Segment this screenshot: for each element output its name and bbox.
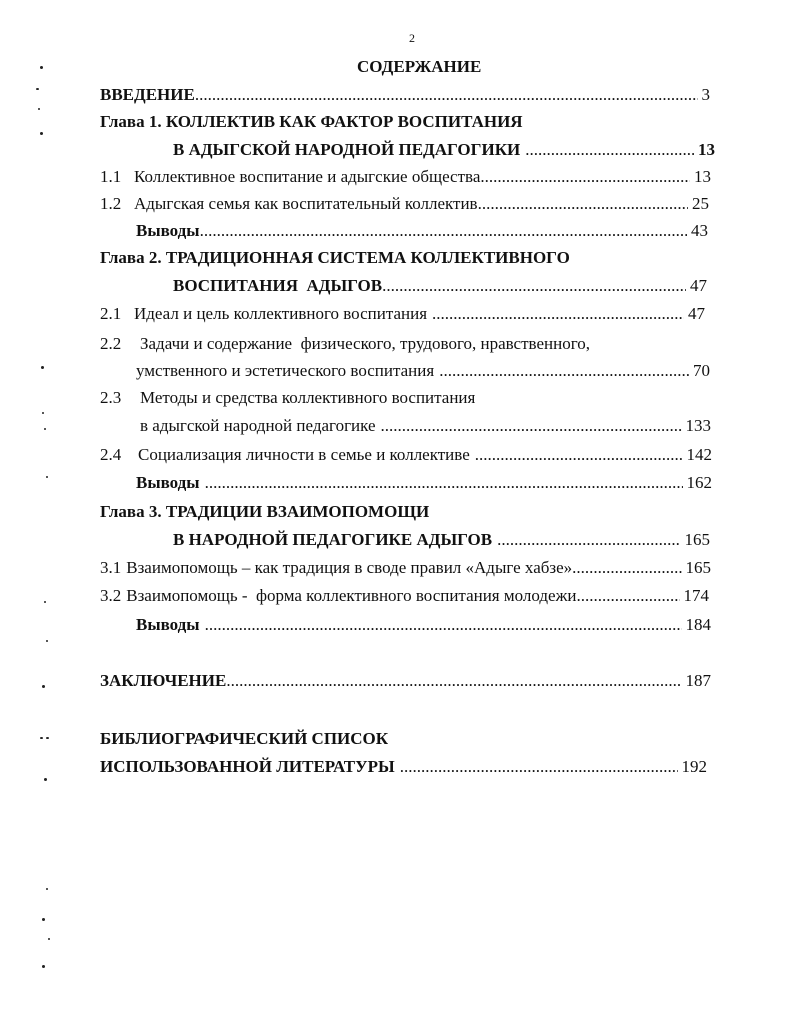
conclusions-label: Выводы xyxy=(136,615,200,634)
entry-page: 47 xyxy=(690,276,707,295)
toc-entry-section-1-2 xyxy=(100,194,709,214)
toc-entry-section-2-3 xyxy=(100,388,712,408)
toc-entry-section-2-2-line2 xyxy=(136,361,710,381)
scan-speck xyxy=(44,428,46,430)
dot-leader xyxy=(400,757,678,777)
dot-leader xyxy=(576,586,679,606)
entry-page: 13 xyxy=(698,140,715,159)
scan-speck xyxy=(46,640,48,642)
scan-speck xyxy=(44,601,46,603)
scan-speck xyxy=(46,888,48,890)
toc-entry-bibliography xyxy=(100,729,712,749)
page-number: 2 xyxy=(409,31,415,45)
chapter-title-line2: В НАРОДНОЙ ПЕДАГОГИКЕ АДЫГОВ xyxy=(173,530,493,549)
section-number: 1.2 xyxy=(100,194,122,213)
entry-label: ВВЕДЕНИЕ xyxy=(100,85,195,104)
toc-entry-section-2-2 xyxy=(100,334,712,354)
chapter-2-heading-line2 xyxy=(173,276,707,296)
entry-page: 43 xyxy=(691,221,708,240)
scan-speck xyxy=(42,412,44,414)
toc-entry-section-3-2 xyxy=(100,586,709,606)
entry-page: 25 xyxy=(692,194,709,213)
section-number: 3.1 xyxy=(100,558,122,577)
chapter-title-line2: В АДЫГСКОЙ НАРОДНОЙ ПЕДАГОГИКИ xyxy=(173,140,521,159)
toc-entry-section-2-1 xyxy=(100,304,705,324)
entry-page: 47 xyxy=(688,304,705,323)
entry-label-line2: ИСПОЛЬЗОВАННОЙ ЛИТЕРАТУРЫ xyxy=(100,757,395,776)
chapter-title-line2: ВОСПИТАНИЯ АДЫГОВ xyxy=(173,276,383,295)
chapter-2-heading xyxy=(100,248,712,268)
chapter-3-heading-line2 xyxy=(173,530,710,550)
dot-leader xyxy=(478,194,688,214)
section-number: 2.1 xyxy=(100,304,122,323)
scan-speck xyxy=(46,476,48,478)
chapter-title-line1: Глава 3. ТРАДИЦИИ ВЗАИМОПОМОЩИ xyxy=(100,502,430,521)
section-title: Взаимопомощь – как традиция в своде правил «Адыге хабзе» xyxy=(126,558,573,577)
entry-page: 192 xyxy=(681,757,707,776)
toc-entry-section-2-4 xyxy=(100,445,712,465)
dot-leader xyxy=(382,276,686,296)
scan-speck xyxy=(38,108,40,110)
entry-page: 142 xyxy=(686,445,712,464)
toc-entry-bibliography-line2 xyxy=(100,757,707,777)
toc-entry-section-1-1 xyxy=(100,167,711,187)
dot-leader xyxy=(475,445,683,465)
toc-entry-conclusions-1 xyxy=(136,221,708,241)
section-title: Социализация личности в семье и коллективе xyxy=(138,445,470,464)
dot-leader xyxy=(497,530,680,550)
section-title: Методы и средства коллективного воспитания xyxy=(140,388,476,407)
entry-page: 174 xyxy=(683,586,709,605)
section-title: Адыгская семья как воспитательный коллектив xyxy=(134,194,478,213)
section-number: 2.3 xyxy=(100,388,122,407)
toc-entry-section-2-3-line2 xyxy=(140,416,711,436)
dot-leader xyxy=(226,671,681,691)
scan-speck xyxy=(40,737,43,739)
section-title: Коллективное воспитание и адыгские общества xyxy=(134,167,481,186)
toc-entry-conclusions-3 xyxy=(136,615,711,635)
dot-leader xyxy=(432,304,684,324)
entry-page: 165 xyxy=(684,530,710,549)
dot-leader xyxy=(205,615,682,635)
dot-leader xyxy=(205,473,683,493)
scan-speck xyxy=(40,132,43,135)
entry-page: 162 xyxy=(686,473,712,492)
chapter-title-line1: Глава 1. КОЛЛЕКТИВ КАК ФАКТОР ВОСПИТАНИЯ xyxy=(100,112,523,131)
section-title-line2: умственного и эстетического воспитания xyxy=(136,361,435,380)
scan-speck xyxy=(48,938,50,940)
toc-entry-section-3-1 xyxy=(100,558,711,578)
dot-leader xyxy=(572,558,681,578)
chapter-3-heading xyxy=(100,502,712,522)
section-title-line2: в адыгской народной педагогике xyxy=(140,416,376,435)
scan-speck xyxy=(36,88,39,90)
section-number: 2.2 xyxy=(100,334,122,353)
dot-leader xyxy=(381,416,682,436)
scan-speck xyxy=(42,965,45,968)
chapter-title-line1: Глава 2. ТРАДИЦИОННАЯ СИСТЕМА КОЛЛЕКТИВНОГО xyxy=(100,248,570,267)
section-title: Взаимопомощь - форма коллективного воспитания молодежи xyxy=(126,586,577,605)
entry-page: 13 xyxy=(694,167,711,186)
dot-leader xyxy=(480,167,690,187)
dot-leader xyxy=(200,221,687,241)
scan-speck xyxy=(46,737,49,739)
scan-speck xyxy=(42,918,45,921)
entry-page: 133 xyxy=(685,416,711,435)
toc-entry-introduction xyxy=(100,85,710,105)
entry-page: 187 xyxy=(685,671,711,690)
dot-leader xyxy=(195,85,698,105)
conclusions-label: Выводы xyxy=(136,473,200,492)
section-number: 2.4 xyxy=(100,445,122,464)
dot-leader xyxy=(439,361,689,381)
toc-title: СОДЕРЖАНИЕ xyxy=(357,57,482,76)
dot-leader xyxy=(525,140,694,160)
scan-speck xyxy=(41,366,44,369)
entry-page: 184 xyxy=(685,615,711,634)
section-number: 3.2 xyxy=(100,586,122,605)
scan-speck xyxy=(44,778,47,781)
chapter-1-heading-line2 xyxy=(173,140,715,160)
entry-page: 3 xyxy=(701,85,710,104)
toc-entry-conclusion xyxy=(100,671,711,691)
entry-page: 165 xyxy=(685,558,711,577)
scan-speck xyxy=(40,66,43,69)
chapter-1-heading xyxy=(100,112,712,132)
entry-label: ЗАКЛЮЧЕНИЕ xyxy=(100,671,227,690)
section-title: Идеал и цель коллективного воспитания xyxy=(134,304,428,323)
conclusions-label: Выводы xyxy=(136,221,200,240)
toc-entry-conclusions-2 xyxy=(136,473,712,493)
section-title: Задачи и содержание физического, трудового, нравственного, xyxy=(140,334,591,353)
entry-page: 70 xyxy=(693,361,710,380)
section-number: 1.1 xyxy=(100,167,122,186)
scan-speck xyxy=(42,685,45,688)
entry-label-line1: БИБЛИОГРАФИЧЕСКИЙ СПИСОК xyxy=(100,729,389,748)
